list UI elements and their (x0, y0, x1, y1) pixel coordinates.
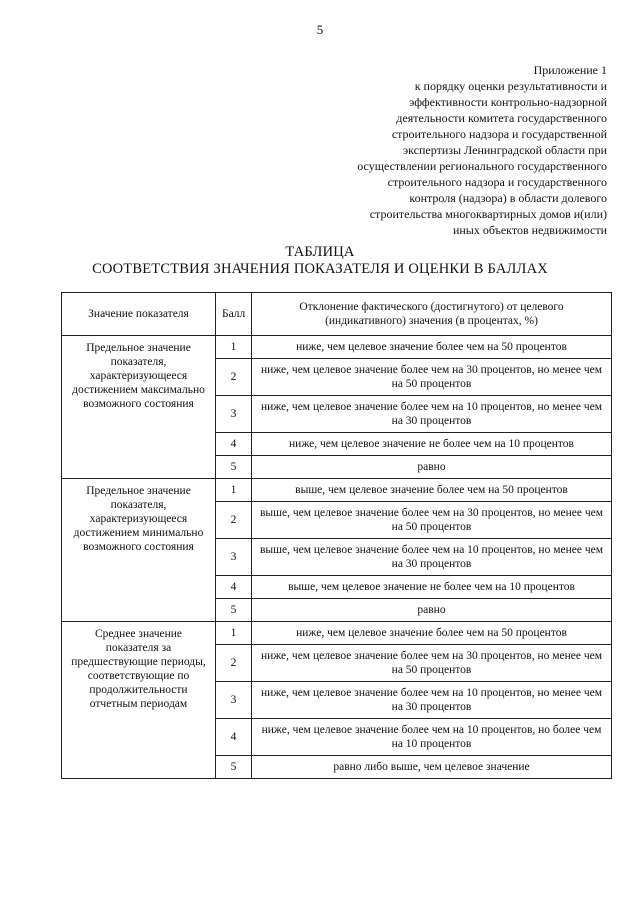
deviation-cell: ниже, чем целевое значение более чем на 50 процентов (252, 622, 612, 645)
appendix-line: строительного надзора и государственной (391, 127, 607, 141)
header-deviation: Отклонение фактического (достигнутого) от целевого (индикативного) значения (в процентах, %) (252, 293, 612, 336)
appendix-title: Приложение 1 (533, 63, 607, 77)
page-number: 5 (316, 22, 324, 37)
deviation-cell: выше, чем целевое значение более чем на 10 процентов, но менее чем на 30 процентов (252, 539, 612, 576)
appendix-line: экспертизы Ленинградской области при (403, 143, 607, 157)
score-table (61, 292, 612, 779)
appendix-line: эффективности контрольно-надзорной (409, 95, 607, 109)
appendix-line: к порядку оценки результативности и (414, 79, 607, 93)
score-cell: 4 (216, 719, 252, 756)
header-score: Балл (216, 293, 252, 336)
group-label: Предельное значение показателя, характеризующееся достижением максимально возможного состояния (62, 336, 216, 479)
score-cell: 3 (216, 396, 252, 433)
score-cell: 1 (216, 336, 252, 359)
deviation-cell: выше, чем целевое значение не более чем на 10 процентов (252, 576, 612, 599)
deviation-cell: ниже, чем целевое значение более чем на 50 процентов (252, 336, 612, 359)
appendix-line: деятельности комитета государственного (396, 111, 607, 125)
deviation-cell: ниже, чем целевое значение более чем на 30 процентов, но менее чем на 50 процентов (252, 645, 612, 682)
deviation-cell: ниже, чем целевое значение более чем на 10 процентов, но менее чем на 30 процентов (252, 682, 612, 719)
score-cell: 1 (216, 479, 252, 502)
appendix-line: строительного надзора и государственного (387, 175, 607, 189)
deviation-cell: равно (252, 599, 612, 622)
deviation-cell: ниже, чем целевое значение не более чем на 10 процентов (252, 433, 612, 456)
deviation-cell: ниже, чем целевое значение более чем на 10 процентов, но менее чем на 30 процентов (252, 396, 612, 433)
appendix-block (347, 62, 607, 238)
score-cell: 3 (216, 539, 252, 576)
table-heading (0, 244, 640, 278)
score-cell: 3 (216, 682, 252, 719)
appendix-line: осуществлении регионального государственного (357, 159, 607, 173)
group-label: Среднее значение показателя за предшествующие периоды, соответствующие по продолжительности отчетным периодам (62, 622, 216, 779)
score-cell: 5 (216, 599, 252, 622)
deviation-cell: равно (252, 456, 612, 479)
table-header-row (62, 293, 612, 336)
header-value: Значение показателя (62, 293, 216, 336)
deviation-cell: выше, чем целевое значение более чем на 50 процентов (252, 479, 612, 502)
deviation-cell: выше, чем целевое значение более чем на 30 процентов, но менее чем на 50 процентов (252, 502, 612, 539)
table-row (62, 479, 612, 502)
appendix-line: иных объектов недвижимости (452, 223, 607, 237)
table-heading-title: ТАБЛИЦА (285, 244, 355, 260)
score-cell: 2 (216, 502, 252, 539)
score-cell: 1 (216, 622, 252, 645)
appendix-line: строительства многоквартирных домов и(или) (369, 207, 607, 221)
table-row (62, 622, 612, 645)
table-heading-subtitle: СООТВЕТСТВИЯ ЗНАЧЕНИЯ ПОКАЗАТЕЛЯ И ОЦЕНКИ В БАЛЛАХ (92, 261, 548, 277)
score-cell: 2 (216, 645, 252, 682)
score-cell: 5 (216, 756, 252, 779)
table-row (62, 336, 612, 359)
score-cell: 4 (216, 576, 252, 599)
group-label: Предельное значение показателя, характеризующееся достижением минимально возможного состояния (62, 479, 216, 622)
deviation-cell: ниже, чем целевое значение более чем на 30 процентов, но менее чем на 50 процентов (252, 359, 612, 396)
score-cell: 5 (216, 456, 252, 479)
appendix-line: контроля (надзора) в области долевого (409, 191, 607, 205)
deviation-cell: ниже, чем целевое значение более чем на 10 процентов, но более чем на 10 процентов (252, 719, 612, 756)
deviation-cell: равно либо выше, чем целевое значение (252, 756, 612, 779)
score-cell: 2 (216, 359, 252, 396)
score-cell: 4 (216, 433, 252, 456)
